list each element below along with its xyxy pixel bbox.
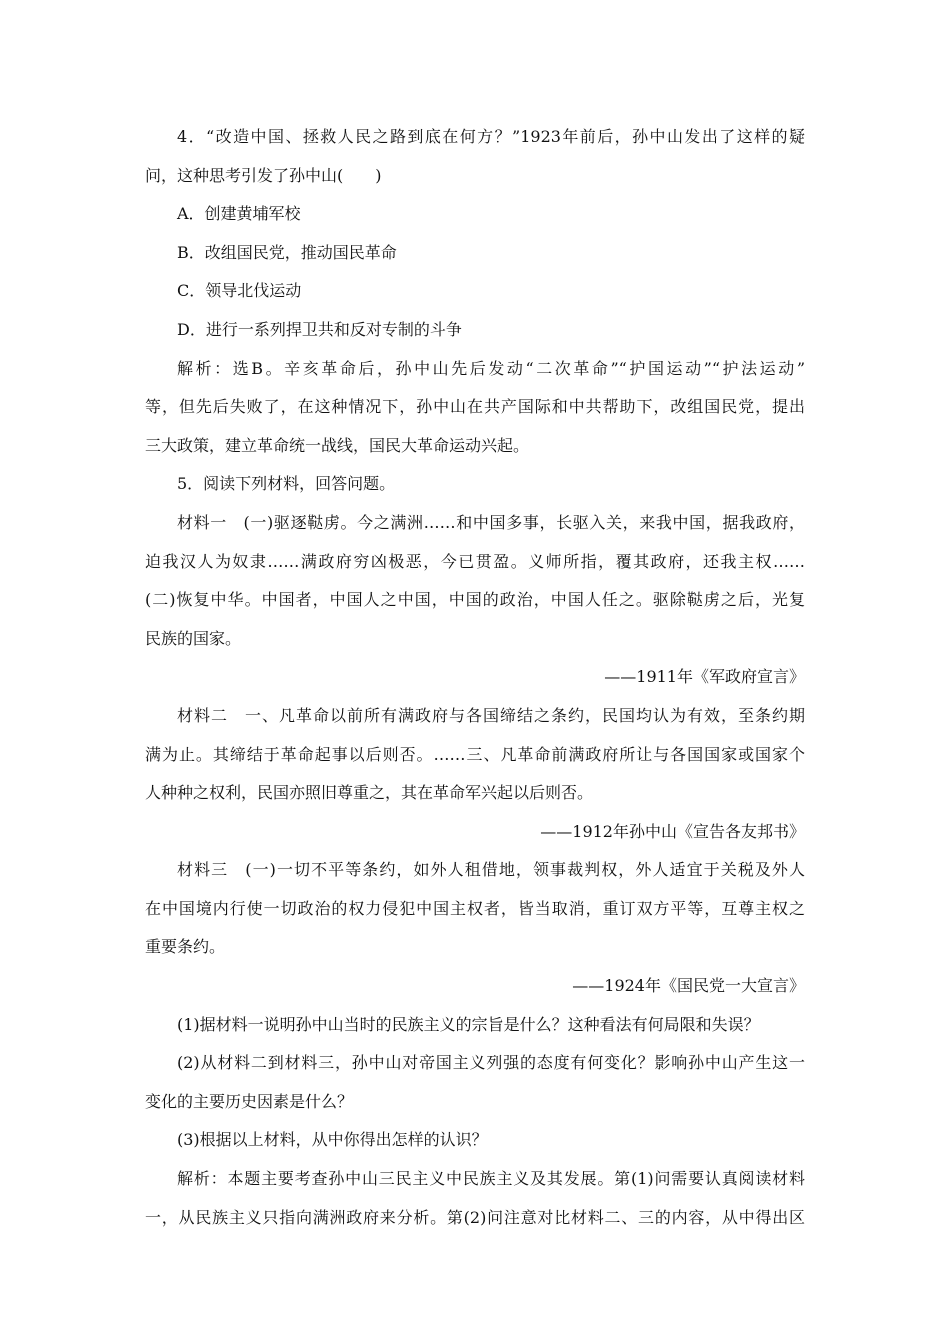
q5-material3-line-3: 重要条约。 [145, 937, 226, 957]
q4-analysis-line-1: 解析：选B。辛亥革命后，孙中山先后发动“二次革命”“护国运动”“护法运动” [177, 358, 805, 378]
q4-analysis-line-3: 三大政策，建立革命统一战线，国民大革命运动兴起。 [145, 435, 530, 455]
q4-analysis-line-2: 等，但先后失败了，在这种情况下，孙中山在共产国际和中共帮助下，改组国民党，提出 [145, 397, 805, 417]
q5-analysis-line-1: 解析：本题主要考查孙中山三民主义中民族主义及其发展。第(1)问需要认真阅读材料 [177, 1169, 805, 1189]
q4-option-d: D．进行一系列捍卫共和反对专制的斗争 [177, 319, 462, 339]
q4-stem-line-2: 问，这种思考引发了孙中山( ) [145, 165, 382, 185]
q5-stem: 5．阅读下列材料，回答问题。 [177, 474, 396, 494]
q5-subquestion-1: (1)据材料一说明孙中山当时的民族主义的宗旨是什么？这种看法有何局限和失误？ [177, 1014, 760, 1034]
q5-material2-source: ——1912年孙中山《宣告各友邦书》 [540, 821, 805, 841]
q5-material2-line-2: 满为止。其缔结于革命起事以后则否。……三、凡革命前满政府所让与各国国家或国家个 [145, 744, 805, 764]
q4-option-a: A．创建黄埔军校 [177, 204, 301, 224]
q5-material3-source: ——1924年《国民党一大宣言》 [572, 976, 805, 996]
q5-material1-source: ——1911年《军政府宣言》 [604, 667, 805, 687]
q5-subquestion-3: (3)根据以上材料，从中你得出怎样的认识？ [177, 1130, 488, 1150]
q4-option-c: C．领导北伐运动 [177, 281, 302, 301]
q4-option-b: B．改组国民党，推动国民革命 [177, 242, 397, 262]
q5-material3-line-1: 材料三 (一)一切不平等条约，如外人租借地，领事裁判权，外人适宜于关税及外人 [177, 860, 805, 880]
q5-material2-line-1: 材料二 一、凡革命以前所有满政府与各国缔结之条约，民国均认为有效，至条约期 [177, 705, 805, 725]
q5-material1-line-1: 材料一 (一)驱逐鞑虏。今之满洲……和中国多事，长驱入关，来我中国，据我政府， [177, 512, 805, 532]
q5-material1-line-4: 民族的国家。 [145, 628, 242, 648]
q5-subquestion-2-line-1: (2)从材料二到材料三，孙中山对帝国主义列强的态度有何变化？影响孙中山产生这一 [177, 1053, 805, 1073]
q4-stem-line-1: 4．“改造中国、拯救人民之路到底在何方？”1923年前后，孙中山发出了这样的疑 [177, 127, 805, 146]
q5-subquestion-2-line-2: 变化的主要历史因素是什么？ [145, 1091, 354, 1111]
document-body [145, 118, 805, 1237]
q5-material2-line-3: 人种种之权利，民国亦照旧尊重之，其在革命军兴起以后则否。 [145, 783, 594, 803]
q5-material1-line-2: 迫我汉人为奴隶……满政府穷凶极恶，今已贯盈。义师所指，覆其政府，还我主权…… [145, 551, 805, 571]
q5-material1-line-3: (二)恢复中华。中国者，中国人之中国，中国的政治，中国人任之。驱除鞑虏之后，光复 [145, 590, 805, 610]
q5-material3-line-2: 在中国境内行使一切政治的权力侵犯中国主权者，皆当取消，重订双方平等，互尊主权之 [145, 898, 805, 918]
q5-analysis-line-2: 一，从民族主义只指向满洲政府来分析。第(2)问注意对比材料二、三的内容，从中得出区 [145, 1207, 805, 1227]
